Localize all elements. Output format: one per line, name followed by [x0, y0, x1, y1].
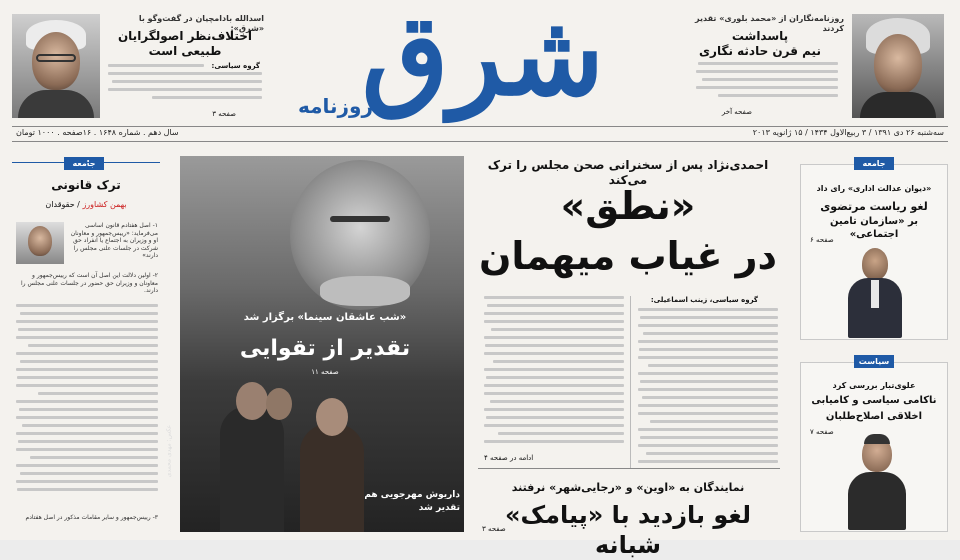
- cinema-page-ref[interactable]: صفحه ۱۱: [311, 368, 339, 376]
- top-left-title2[interactable]: طبیعی است: [148, 44, 222, 58]
- main-story-kicker: احمدی‌نژاد پس از سخنرانی صحن مجلس را ترک می‌کند: [487, 158, 769, 187]
- right-box2-title1[interactable]: ناکامی سیاسی و کامیابی: [811, 395, 937, 406]
- portrait-photo-left: [12, 14, 100, 118]
- main-story-title1[interactable]: «نطق»: [560, 184, 696, 228]
- masthead-logo-text: شرق: [361, 0, 605, 121]
- left-column-section-badge: جامعه: [64, 157, 104, 170]
- right-box2-photo: [840, 432, 912, 530]
- top-left-kicker: اسدالله بادامچیان در گفت‌وگو با «شرق»:: [138, 14, 264, 33]
- left-column-para2: ۲- اولین دلالت این اصل آن است که رییس‌جمهور و معاونان و وزیران حق حضور در جلسات علنی مجلس را دارند.: [20, 272, 158, 294]
- bottom-story-rule: [478, 468, 780, 469]
- cinema-caption1: داریوش مهرجویی هم: [364, 490, 460, 500]
- cinema-caption2: تقدیر شد: [418, 503, 460, 513]
- top-left-lead: گروه سیاسی:: [211, 62, 260, 70]
- right-box2-section-badge: سیاست: [854, 355, 894, 368]
- right-box2-title2[interactable]: اخلاقی اصلاح‌طلبان: [825, 411, 923, 422]
- bottom-story-page-ref[interactable]: صفحه ۳: [482, 525, 506, 533]
- left-column-byline: [20, 200, 152, 212]
- portrait-photo-right: [852, 14, 944, 118]
- main-story-title2[interactable]: در غیاب میهمان: [478, 234, 778, 278]
- top-right-body-text: [696, 62, 838, 106]
- columnist-photo: [16, 222, 64, 264]
- top-right-title1[interactable]: پاسداشت: [731, 29, 789, 43]
- right-box1-title1[interactable]: لغو ریاست مرتضوی: [820, 200, 928, 213]
- cinema-kicker: «شب عاشقان سینما» برگزار شد: [243, 312, 407, 323]
- top-right-page-ref[interactable]: صفحه آخر: [721, 108, 752, 116]
- masthead-rule: [12, 126, 948, 127]
- date-line: سه‌شنبه ۲۶ دی ۱۳۹۱ / ۳ ربیع‌الاول ۱۴۳۴ / ۱۵ ژانویه ۲۰۱۳: [752, 128, 944, 137]
- right-box1-photo: [838, 248, 910, 338]
- issue-line: سال دهم . شماره ۱۶۴۸ . ۱۶صفحه . ۱۰۰۰ تومان: [16, 128, 179, 137]
- right-box1-kicker: «دیوان عدالت اداری» رای داد: [816, 184, 932, 193]
- masthead-logo-sub: روزنامه: [298, 94, 373, 118]
- right-box1-page-ref[interactable]: صفحه ۶: [810, 236, 834, 244]
- right-box1-section-badge: جامعه: [854, 157, 894, 170]
- left-column-separator: /: [74, 200, 80, 209]
- top-left-page-ref[interactable]: صفحه ۳: [212, 110, 236, 118]
- left-column-para1: ۱- اصل هفتادم قانون اساسی می‌فرماید: «رییس‌جمهور و معاونان او و وزیران به اجتماع یا انفراد حق شرکت در جلسات علنی مجلس را دارند»: [70, 222, 158, 259]
- main-story-continue[interactable]: ادامه در صفحه ۴: [484, 454, 534, 462]
- left-column-author: بهمن کشاورز: [82, 200, 127, 209]
- left-column-body-text: [16, 304, 158, 514]
- bottom-story-title[interactable]: لغو بازدید با «پیامک» شبانه: [505, 501, 751, 559]
- main-story-column-right: [638, 308, 778, 468]
- main-story-lead: گروه سیاسی، زینب اسماعیلی:: [650, 296, 758, 304]
- top-left-body-text: [108, 62, 262, 106]
- right-box2-page-ref[interactable]: صفحه ۷: [810, 428, 834, 436]
- cinema-title[interactable]: تقدیر از تقوایی: [239, 336, 411, 361]
- cinema-photo-credit: عکس: مهدی محمدی: [165, 424, 173, 478]
- top-right-title2[interactable]: نیم قرن حادثه نگاری: [699, 44, 821, 58]
- right-box1-title2[interactable]: بر «سازمان تامین اجتماعی»: [829, 216, 918, 240]
- top-right-kicker: روزنامه‌نگاران از «محمد بلوری» تقدیر کردند: [695, 14, 844, 33]
- masthead-logo[interactable]: [292, 0, 674, 124]
- bottom-story-kicker: نمایندگان به «اوین» و «رجایی‌شهر» نرفتند: [511, 481, 745, 494]
- main-story-column-left: [484, 296, 624, 452]
- left-column-title[interactable]: ترک قانونی: [51, 178, 121, 192]
- left-column-author-role: حقوقدان: [45, 200, 75, 209]
- top-left-title1[interactable]: اختلاف‌نظر اصولگرایان: [117, 29, 253, 43]
- left-column-para3: ۳- رییس‌جمهور و سایر مقامات مذکور در اصل هفتادم: [25, 514, 158, 521]
- right-box2-kicker: علوی‌تبار بررسی کرد: [832, 381, 916, 390]
- main-story-column-rule: [630, 296, 631, 468]
- masthead-rule-bottom: [12, 141, 948, 142]
